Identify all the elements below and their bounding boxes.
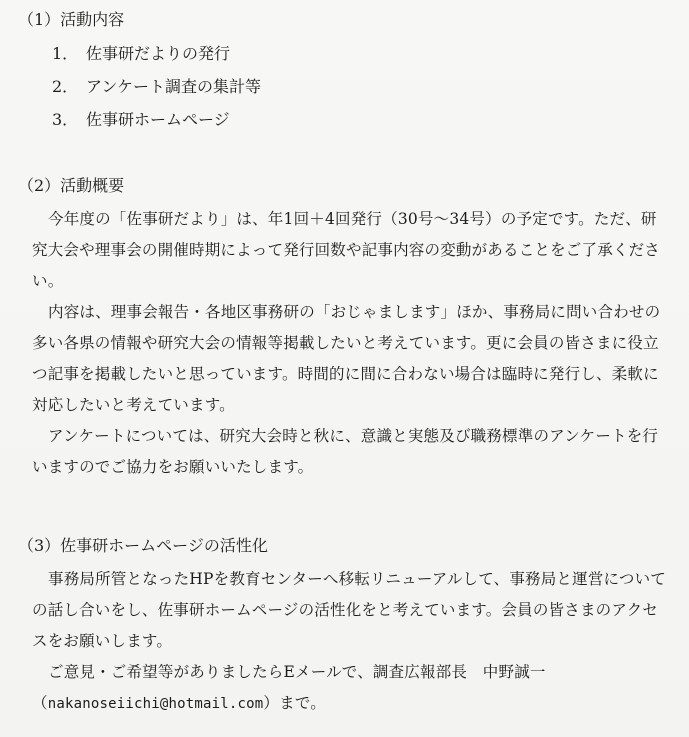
list-item-number: 1． xyxy=(52,44,79,63)
section3-body xyxy=(32,564,672,720)
email-line xyxy=(32,688,672,720)
paragraph: 内容は、理事会報告・各地区事務研の「おじゃまします」ほか、事務局に問い合わせの多い各県の情報や研究大会の情報等掲載したいと考えています。更に会員の皆さまに役立つ記事を掲載したいと思っています。時間的に間に合わない場合は臨時に発行し、柔軟に対応したいと考えています。 xyxy=(32,303,661,414)
list-item-number: 2． xyxy=(52,77,79,96)
paragraph: アンケートについては、研究大会時と秋に、意識と実態及び職務標準のアンケートを行いますのでご協力をお願いいたします。 xyxy=(32,427,659,476)
list-item-label: 佐事研ホームページ xyxy=(86,110,230,129)
list-item xyxy=(52,110,230,130)
section2-body xyxy=(32,204,672,483)
list-item-label: アンケート調査の集計等 xyxy=(86,77,262,96)
section2-heading: （2）活動概要 xyxy=(18,176,125,195)
section3-heading: （3）佐事研ホームページの活性化 xyxy=(18,536,268,555)
list-item xyxy=(52,44,230,64)
list-item xyxy=(52,77,261,97)
paragraph: ご意見・ご希望等がありましたらEメールで、調査広報部長 中野誠一 xyxy=(48,663,546,681)
paragraph: 今年度の「佐事研だより」は、年1回＋4回発行（30号～34号）の予定です。ただ、研究大会や理事会の開催時期によって発行回数や記事内容の変動があることをご了承ください。 xyxy=(32,210,661,290)
list-item-number: 3． xyxy=(52,110,79,129)
paragraph: 事務局所管となったHPを教育センターへ移転リニューアルして、事務局と運営についての話し合いをし、佐事研ホームページの活性化をと考えています。会員の皆さまのアクセスをお願いします。 xyxy=(32,570,667,650)
email-close-text: ）まで。 xyxy=(263,694,326,712)
section1-heading: （1）活動内容 xyxy=(18,10,125,29)
email-address: nakanoseiichi@hotmail.com xyxy=(47,696,264,712)
email-open-paren: （ xyxy=(32,694,48,712)
list-item-label: 佐事研だよりの発行 xyxy=(86,44,231,63)
